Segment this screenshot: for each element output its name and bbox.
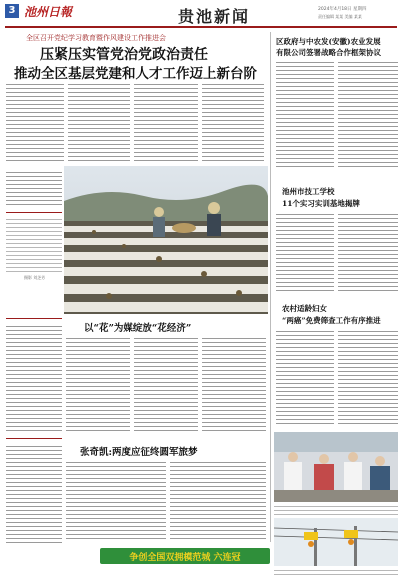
screening-photo: [274, 432, 398, 502]
photo-caption-byline: 摄影 刘芝芳: [24, 275, 46, 280]
editor-line: 责任编辑 某某 美编 某某: [318, 14, 362, 19]
mid-article-1-body-a: [66, 336, 130, 434]
column-divider: [270, 32, 271, 542]
right-article-3-headline-2: “两癌”免费筛查工作有序推进: [282, 316, 381, 325]
right-article-3-body-a: [276, 329, 334, 427]
photo-caption-box: [6, 212, 62, 282]
banner-text: 争创全国双拥模范城 六连冠: [129, 553, 241, 563]
left-col-rule-1: [6, 318, 62, 319]
lead-body-col-1: [6, 82, 64, 164]
right-article-1-headline-1: 区政府与中农发(安徽)农业发展: [276, 37, 381, 46]
section-title: 贵池新闻: [178, 7, 251, 26]
right-article-3-headline-1: 农村适龄妇女: [282, 304, 327, 313]
left-col-article-2-body: [6, 444, 62, 544]
left-col-rule-2: [6, 438, 62, 439]
right-article-2-headline-1: 池州市技工学校: [282, 187, 335, 196]
powerline-photo: [274, 518, 398, 566]
lead-body-col-4: [202, 82, 264, 164]
newspaper-logo: 池州日報: [24, 5, 73, 19]
farm-photo: [64, 166, 268, 314]
right-article-1-body-a: [276, 60, 334, 170]
mid-article-2-body-b: [170, 460, 266, 540]
left-col-body-top: [6, 170, 62, 208]
mid-article-1-body-b: [134, 336, 198, 434]
lead-headline-2: 推动全区基层党建和人才工作迈上新台阶: [14, 66, 257, 82]
lead-kicker: 全区召开党纪学习教育暨作风建设工作推进会: [26, 34, 166, 42]
masthead-rule: [5, 26, 397, 28]
lead-headline-1: 压紧压实管党治党政治责任: [40, 47, 208, 63]
right-article-3-body-b: [338, 329, 398, 427]
right-article-2-body-a: [276, 212, 334, 292]
right-article-2-headline-2: 11个实习实训基地揭牌: [282, 199, 360, 208]
mid-article-2-headline: 张奇凯:两度应征终圆军旅梦: [80, 447, 198, 458]
right-article-1-body-b: [338, 60, 398, 170]
bottom-footer-text: [274, 568, 398, 576]
right-article-2-body-b: [338, 212, 398, 292]
masthead: [0, 0, 402, 30]
mid-article-1-body-c: [202, 336, 266, 434]
lead-body-col-2: [68, 82, 130, 164]
date-line: 2024年4月18日 星期四: [318, 7, 367, 12]
photo-caption-text: [6, 217, 62, 273]
bottom-banner: [100, 548, 270, 564]
left-col-article-1-body: [6, 324, 62, 432]
right-article-1-headline-2: 有限公司签署战略合作框架协议: [276, 48, 381, 57]
screening-photo-caption: [274, 504, 398, 516]
mid-article-2-body-a: [66, 460, 166, 540]
page-number-badge: 3: [5, 4, 19, 18]
lead-body-col-3: [134, 82, 198, 164]
mid-article-1-headline: 以“花”为媒绽放“花经济”: [84, 323, 192, 334]
